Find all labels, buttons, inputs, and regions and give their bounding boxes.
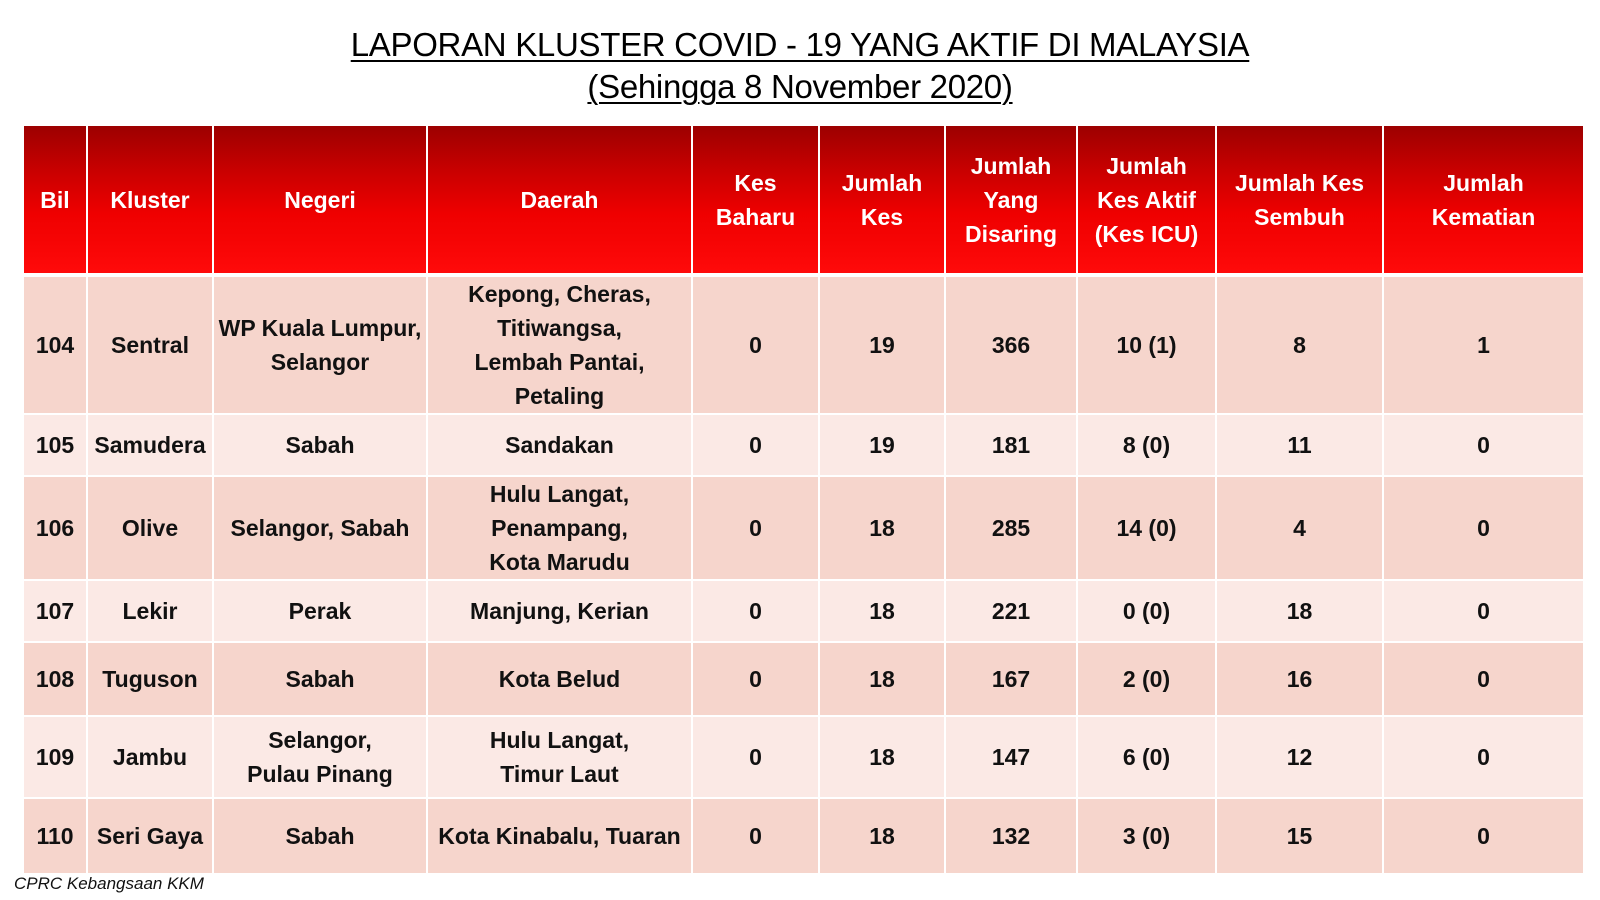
table-row <box>23 476 1584 580</box>
header-kes-baharu: Kes Baharu <box>692 125 819 275</box>
cell-kematian: 0 <box>1383 414 1584 476</box>
cell-bil: 104 <box>23 275 87 414</box>
cell-kes-baharu: 0 <box>692 580 819 642</box>
cell-disaring: 285 <box>945 476 1077 580</box>
cell-kes-baharu: 0 <box>692 716 819 798</box>
cell-kes-aktif: 6 (0) <box>1077 716 1216 798</box>
title-line-1: LAPORAN KLUSTER COVID - 19 YANG AKTIF DI MALAYSIA <box>350 26 1250 63</box>
cell-sembuh: 12 <box>1216 716 1383 798</box>
header-kes-sembuh: Jumlah Kes Sembuh <box>1216 125 1383 275</box>
cell-kes-baharu: 0 <box>692 798 819 874</box>
cell-jumlah-kes: 18 <box>819 580 945 642</box>
cell-daerah: Manjung, Kerian <box>427 580 692 642</box>
table-header-row <box>23 125 1584 275</box>
header-negeri: Negeri <box>213 125 427 275</box>
header-kluster: Kluster <box>87 125 213 275</box>
source-footer: CPRC Kebangsaan KKM <box>14 874 204 893</box>
cell-jumlah-kes: 18 <box>819 476 945 580</box>
cell-negeri: Sabah <box>213 414 427 476</box>
cell-jumlah-kes: 19 <box>819 275 945 414</box>
cell-jumlah-kes: 19 <box>819 414 945 476</box>
cell-kematian: 0 <box>1383 580 1584 642</box>
cell-kluster: Jambu <box>87 716 213 798</box>
title-line-2: (Sehingga 8 November 2020) <box>587 68 1013 105</box>
cell-kes-aktif: 14 (0) <box>1077 476 1216 580</box>
table-row <box>23 414 1584 476</box>
cell-bil: 108 <box>23 642 87 716</box>
cell-bil: 110 <box>23 798 87 874</box>
cell-negeri: Perak <box>213 580 427 642</box>
cell-sembuh: 11 <box>1216 414 1383 476</box>
header-kematian: Jumlah Kematian <box>1383 125 1584 275</box>
cell-jumlah-kes: 18 <box>819 798 945 874</box>
cell-negeri: WP Kuala Lumpur, Selangor <box>213 275 427 414</box>
cell-kematian: 1 <box>1383 275 1584 414</box>
report-title <box>0 24 1600 108</box>
cell-disaring: 366 <box>945 275 1077 414</box>
cell-kluster: Seri Gaya <box>87 798 213 874</box>
cell-sembuh: 18 <box>1216 580 1383 642</box>
cell-kes-aktif: 10 (1) <box>1077 275 1216 414</box>
cell-negeri: Selangor, Sabah <box>213 476 427 580</box>
cell-kluster: Samudera <box>87 414 213 476</box>
cell-negeri: Sabah <box>213 798 427 874</box>
cell-disaring: 167 <box>945 642 1077 716</box>
cell-sembuh: 4 <box>1216 476 1383 580</box>
header-jumlah-kes: Jumlah Kes <box>819 125 945 275</box>
header-bil: Bil <box>23 125 87 275</box>
cluster-table <box>22 124 1585 875</box>
cell-bil: 109 <box>23 716 87 798</box>
header-jumlah-disaring: Jumlah Yang Disaring <box>945 125 1077 275</box>
cell-kes-aktif: 8 (0) <box>1077 414 1216 476</box>
cell-sembuh: 15 <box>1216 798 1383 874</box>
cell-kematian: 0 <box>1383 716 1584 798</box>
cell-daerah: Kepong, Cheras, Titiwangsa, Lembah Pantai, Petaling <box>427 275 692 414</box>
table-row <box>23 798 1584 874</box>
cell-kes-aktif: 0 (0) <box>1077 580 1216 642</box>
cell-negeri: Selangor, Pulau Pinang <box>213 716 427 798</box>
cell-jumlah-kes: 18 <box>819 642 945 716</box>
cell-disaring: 132 <box>945 798 1077 874</box>
cell-kes-aktif: 2 (0) <box>1077 642 1216 716</box>
cell-kluster: Olive <box>87 476 213 580</box>
cell-kluster: Sentral <box>87 275 213 414</box>
cell-disaring: 181 <box>945 414 1077 476</box>
cell-kes-baharu: 0 <box>692 476 819 580</box>
cell-kluster: Tuguson <box>87 642 213 716</box>
cell-kematian: 0 <box>1383 476 1584 580</box>
cell-daerah: Kota Belud <box>427 642 692 716</box>
cell-bil: 107 <box>23 580 87 642</box>
cell-disaring: 221 <box>945 580 1077 642</box>
header-kes-aktif: Jumlah Kes Aktif (Kes ICU) <box>1077 125 1216 275</box>
cell-daerah: Sandakan <box>427 414 692 476</box>
cell-daerah: Hulu Langat, Penampang, Kota Marudu <box>427 476 692 580</box>
cell-kes-baharu: 0 <box>692 414 819 476</box>
header-daerah: Daerah <box>427 125 692 275</box>
table-row <box>23 642 1584 716</box>
cell-kematian: 0 <box>1383 798 1584 874</box>
cell-sembuh: 16 <box>1216 642 1383 716</box>
cell-disaring: 147 <box>945 716 1077 798</box>
cell-kes-baharu: 0 <box>692 275 819 414</box>
cell-jumlah-kes: 18 <box>819 716 945 798</box>
table-row <box>23 716 1584 798</box>
cell-daerah: Hulu Langat, Timur Laut <box>427 716 692 798</box>
cell-daerah: Kota Kinabalu, Tuaran <box>427 798 692 874</box>
cell-sembuh: 8 <box>1216 275 1383 414</box>
table-row <box>23 580 1584 642</box>
cell-kluster: Lekir <box>87 580 213 642</box>
cell-kes-aktif: 3 (0) <box>1077 798 1216 874</box>
cell-kes-baharu: 0 <box>692 642 819 716</box>
cell-bil: 106 <box>23 476 87 580</box>
cell-kematian: 0 <box>1383 642 1584 716</box>
cell-bil: 105 <box>23 414 87 476</box>
table-row <box>23 275 1584 414</box>
cell-negeri: Sabah <box>213 642 427 716</box>
